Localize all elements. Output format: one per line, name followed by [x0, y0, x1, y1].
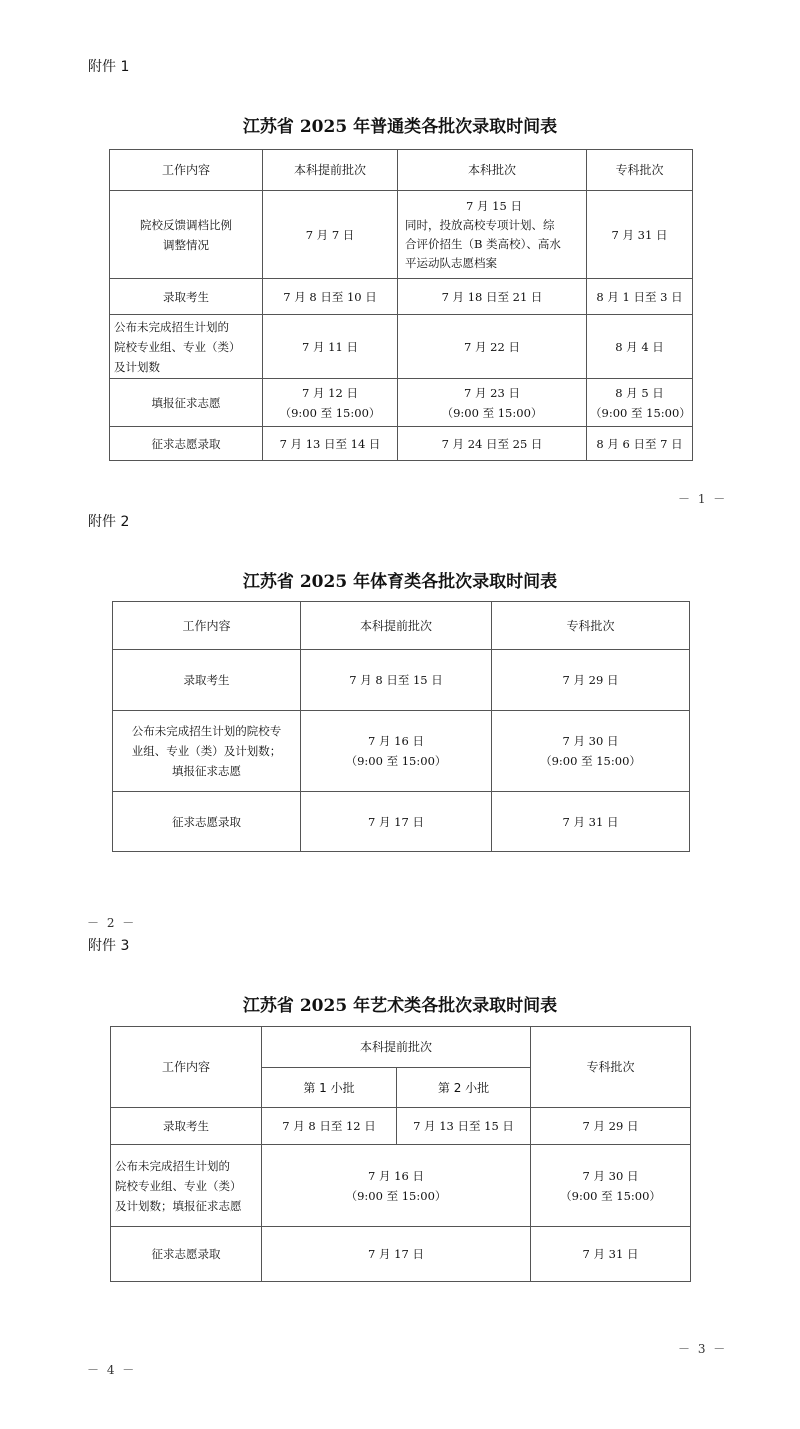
- header-early-undergrad: 本科提前批次: [262, 1027, 531, 1068]
- header-task: 工作内容: [113, 602, 301, 650]
- attachment-2-title: 江苏省 2025 年体育类各批次录取时间表: [242, 572, 558, 592]
- attachment-1-table: [109, 149, 693, 461]
- header-early-undergrad: 本科提前批次: [263, 150, 398, 191]
- table-row: 录取考生 7 月 8 日至 10 日 7 月 18 日至 21 日 8 月 1 日至 3 日: [110, 279, 693, 315]
- attachment-1-title: 江苏省 2025 年普通类各批次录取时间表: [242, 117, 558, 137]
- attachment-3-table: [110, 1026, 691, 1282]
- table-row: 院校反馈调档比例 调整情况 7 月 7 日 7 月 15 日 同时，投放高校专项计划、综 合评价招生（B 类高校）、高水 平运动队志愿档案 7 月 31 日: [110, 191, 693, 279]
- page-number-3: － 3 －: [678, 1342, 728, 1356]
- header-early-undergrad: 本科提前批次: [301, 602, 492, 650]
- header-college: 专科批次: [587, 150, 693, 191]
- header-sub-batch-1: 第 1 小批: [262, 1068, 397, 1108]
- page-number-4: － 4 －: [87, 1363, 137, 1377]
- table-row: 征求志愿录取 7 月 13 日至 14 日 7 月 24 日至 25 日 8 月 6 日至 7 日: [110, 427, 693, 461]
- table-row: 公布未完成招生计划的院校专 业组、专业（类）及计划数； 填报征求志愿 7 月 16 日 （9:00 至 15:00） 7 月 30 日 （9:00 至 15:00）: [113, 711, 690, 792]
- table-row: 公布未完成招生计划的 院校专业组、专业（类） 及计划数 7 月 11 日 7 月 22 日 8 月 4 日: [110, 315, 693, 379]
- header-undergrad: 本科批次: [398, 150, 587, 191]
- table-row: 录取考生 7 月 8 日至 15 日 7 月 29 日: [113, 650, 690, 711]
- table-row: 征求志愿录取 7 月 17 日 7 月 31 日: [111, 1227, 691, 1282]
- header-task: 工作内容: [111, 1027, 262, 1108]
- attachment-3-title: 江苏省 2025 年艺术类各批次录取时间表: [242, 996, 558, 1016]
- table-row: 公布未完成招生计划的 院校专业组、专业（类） 及计划数；填报征求志愿 7 月 16 日 （9:00 至 15:00） 7 月 30 日 （9:00 至 15:00）: [111, 1145, 691, 1227]
- table-row: 录取考生 7 月 8 日至 12 日 7 月 13 日至 15 日 7 月 29 日: [111, 1108, 691, 1145]
- page-number-1: － 1 －: [678, 492, 728, 506]
- table-row: 征求志愿录取 7 月 17 日 7 月 31 日: [113, 792, 690, 852]
- table-row: 填报征求志愿 7 月 12 日 （9:00 至 15:00） 7 月 23 日 （9:00 至 15:00） 8 月 5 日 （9:00 至 15:00）: [110, 379, 693, 427]
- header-sub-batch-2: 第 2 小批: [397, 1068, 531, 1108]
- page-number-2: － 2 －: [87, 916, 137, 930]
- attachment-2-table: [112, 601, 690, 852]
- attachment-2-label: 附件 2: [88, 514, 130, 530]
- header-college: 专科批次: [531, 1027, 691, 1108]
- attachment-3-label: 附件 3: [88, 938, 130, 954]
- header-college: 专科批次: [492, 602, 690, 650]
- attachment-1-label: 附件 1: [88, 59, 130, 75]
- header-task: 工作内容: [110, 150, 263, 191]
